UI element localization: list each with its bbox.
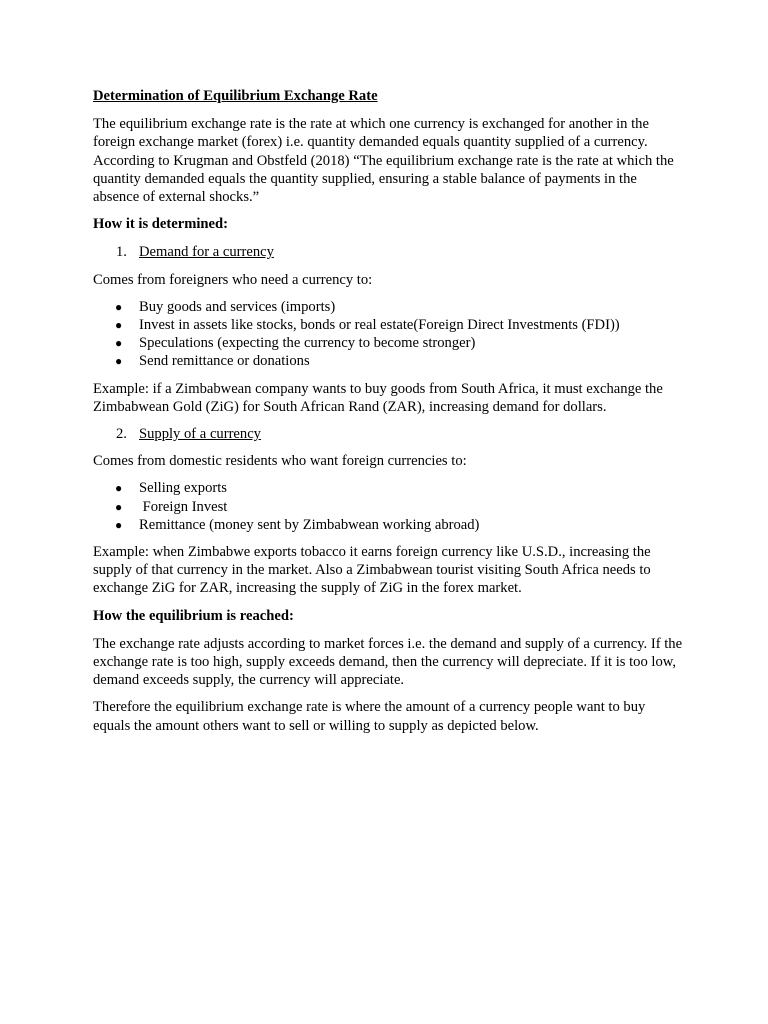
supply-example: Example: when Zimbabwe exports tobacco it earns foreign currency like U.S.D., increasing the supply of that currency in the market. Also a Zimbabwean tourist visiting South Africa needs to exchange ZiG for ZAR, increasing the supply of ZiG in the forex market. <box>93 544 651 597</box>
bullet-icon: ● <box>115 336 123 351</box>
list-item-text: Invest in assets like stocks, bonds or real estate(Foreign Direct Investments (FDI)) <box>139 317 620 334</box>
equilibrium-heading: How the equilibrium is reached: <box>93 607 294 624</box>
demand-list <box>93 298 683 371</box>
demand-number: 1. <box>116 244 127 261</box>
list-item <box>93 516 683 534</box>
supply-list <box>93 479 683 534</box>
document-body <box>93 87 683 744</box>
supply-lead: Comes from domestic residents who want foreign currencies to: <box>93 453 467 470</box>
how-determined-heading: How it is determined: <box>93 216 228 233</box>
equilibrium-paragraph: The exchange rate adjusts according to market forces i.e. the demand and supply of a currency. If the exchange rate is too high, supply exceeds demand, then the currency will depreciate. If it is too low, demand exceeds supply, the currency will appreciate. <box>93 635 683 689</box>
list-item-text: Speculations (expecting the currency to become stronger) <box>139 335 476 352</box>
demand-section-heading <box>93 243 683 261</box>
supply-section-heading <box>93 425 683 443</box>
list-item-text: Buy goods and services (imports) <box>139 298 336 315</box>
bullet-icon: ● <box>115 354 123 369</box>
list-item <box>93 498 683 516</box>
list-item <box>93 334 683 352</box>
demand-example: Example: if a Zimbabwean company wants to buy goods from South Africa, it must exchange the Zimbabwean Gold (ZiG) for South African Rand (ZAR), increasing demand for dollars. <box>93 380 663 415</box>
bullet-icon: ● <box>115 318 123 333</box>
list-item <box>93 352 683 370</box>
list-item <box>93 479 683 497</box>
list-item-text: Foreign Invest <box>139 498 228 515</box>
list-item-text: Remittance (money sent by Zimbabwean working abroad) <box>139 516 480 533</box>
supply-number: 2. <box>116 426 127 443</box>
demand-lead: Comes from foreigners who need a currency to: <box>93 271 373 288</box>
bullet-icon: ● <box>115 517 123 532</box>
bullet-icon: ● <box>115 299 123 314</box>
list-item-text: Send remittance or donations <box>139 353 310 370</box>
supply-heading-text: Supply of a currency <box>139 426 261 443</box>
conclusion-paragraph: Therefore the equilibrium exchange rate is where the amount of a currency people want to buy equals the amount others want to sell or willing to supply as depicted below. <box>93 699 646 734</box>
list-item <box>93 298 683 316</box>
bullet-icon: ● <box>115 499 123 514</box>
bullet-icon: ● <box>115 481 123 496</box>
document-title: Determination of Equilibrium Exchange Rate <box>93 88 378 104</box>
list-item <box>93 316 683 334</box>
list-item-text: Selling exports <box>139 480 227 497</box>
intro-paragraph: The equilibrium exchange rate is the rate at which one currency is exchanged for another in the foreign exchange market (forex) i.e. quantity demanded equals quantity supplied of a currency. According to Krugman and Obstfeld (2018) “The equilibrium exchange rate is the rate at which the quantity demanded equals the quantity supplied, ensuring a stable balance of payments in the absence of external shocks.” <box>93 116 674 206</box>
demand-heading-text: Demand for a currency <box>139 244 274 261</box>
